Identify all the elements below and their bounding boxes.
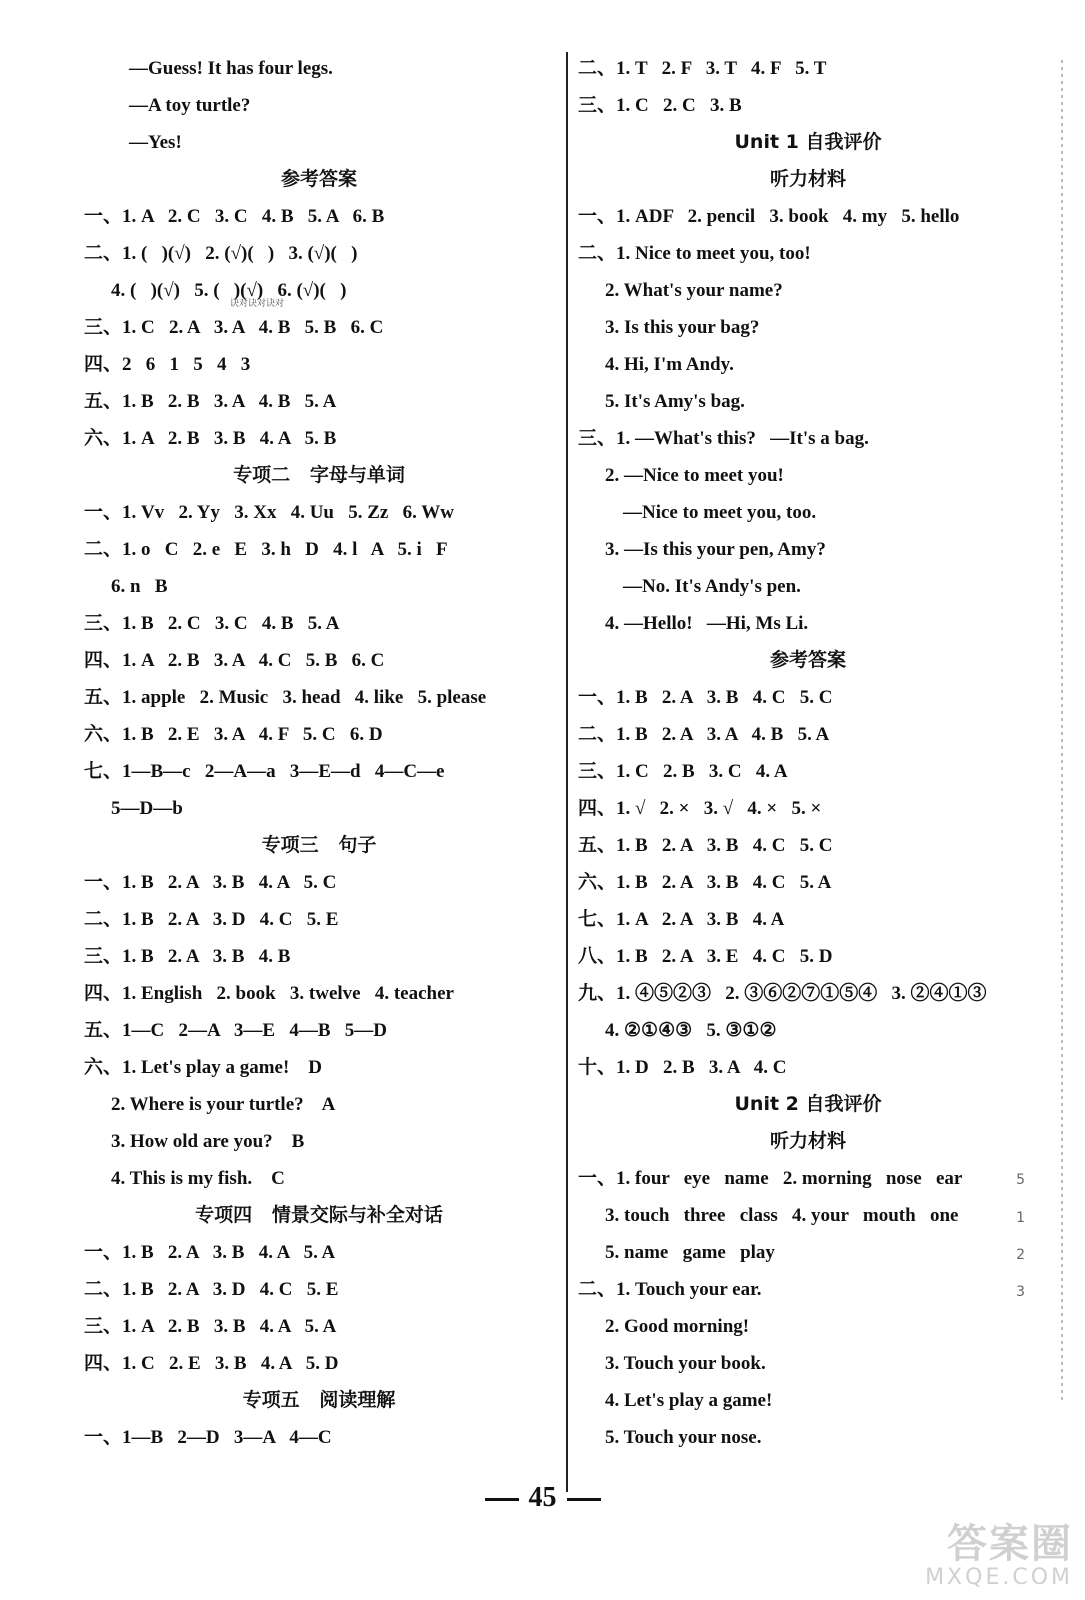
answer-line: 一、1. B 2. A 3. B 4. A 5. A: [84, 1242, 336, 1263]
answer-line: 五、1. B 2. A 3. B 4. C 5. C: [578, 835, 833, 856]
answer-line: 五、1—C 2—A 3—E 4—B 5—D: [84, 1020, 387, 1041]
edge-mark: 2: [1016, 1247, 1025, 1263]
answer-line: 4. ( )(√) 5. ( )(√) 6. (√)( ): [111, 280, 347, 301]
answer-line: —A toy turtle?: [129, 95, 251, 116]
watermark-text: MXQE.COM: [925, 1565, 1073, 1590]
answer-line: 六、1. A 2. B 3. B 4. A 5. B: [84, 428, 337, 449]
answer-line: 3. Is this your bag?: [605, 317, 760, 338]
answer-line: 五、1. apple 2. Music 3. head 4. like 5. please: [84, 687, 487, 708]
answer-line: —Nice to meet you, too.: [623, 502, 817, 523]
answer-line: 4. —Hello! —Hi, Ms Li.: [605, 613, 809, 634]
answer-line: 二、1. T 2. F 3. T 4. F 5. T: [578, 58, 827, 79]
section-heading: Unit 2 自我评价: [734, 1093, 882, 1115]
section-heading: 专项二 字母与单词: [233, 464, 405, 486]
answer-line: 4. Let's play a game!: [605, 1390, 773, 1411]
answer-line: 六、1. B 2. E 3. A 4. F 5. C 6. D: [84, 724, 383, 745]
section-heading: 参考答案: [280, 168, 357, 190]
page-number-text: 45: [528, 1482, 557, 1513]
answer-line: 四、1. C 2. E 3. B 4. A 5. D: [84, 1353, 339, 1374]
stamp-mark: 诀对诀对诀对: [230, 299, 285, 309]
answer-line: —No. It's Andy's pen.: [623, 576, 801, 597]
answer-line: 5. name game play: [605, 1242, 775, 1263]
left-column: [84, 50, 554, 1456]
answer-line: 3. —Is this your pen, Amy?: [605, 539, 826, 560]
answer-line: 六、1. Let's play a game! D: [84, 1057, 323, 1078]
answer-line: 一、1. B 2. A 3. B 4. C 5. C: [578, 687, 833, 708]
answer-line: 三、1. C 2. A 3. A 4. B 5. B 6. C: [84, 317, 384, 338]
answer-line: 一、1—B 2—D 3—A 4—C: [84, 1427, 332, 1448]
answer-line: 2. Where is your turtle? A: [111, 1094, 336, 1115]
answer-line: 七、1. A 2. A 3. B 4. A: [578, 909, 785, 930]
answer-line: 二、1. Touch your ear.: [578, 1279, 762, 1300]
column-divider: [566, 52, 568, 1492]
answer-line: 5—D—b: [111, 798, 183, 819]
answer-line: 3. touch three class 4. your mouth one: [605, 1205, 959, 1226]
answer-line: 四、1. √ 2. × 3. √ 4. × 5. ×: [578, 798, 822, 819]
answer-line: 三、1. A 2. B 3. B 4. A 5. A: [84, 1316, 337, 1337]
right-column: [578, 50, 1038, 1456]
answer-line: —Guess! It has four legs.: [129, 58, 333, 79]
answer-line: 4. Hi, I'm Andy.: [605, 354, 734, 375]
answer-line: 一、1. B 2. A 3. B 4. A 5. C: [84, 872, 337, 893]
answer-line: 十、1. D 2. B 3. A 4. C: [578, 1057, 787, 1078]
answer-line: 6. n B: [111, 576, 168, 597]
answer-line: 二、1. B 2. A 3. A 4. B 5. A: [578, 724, 830, 745]
answer-line: 二、1. B 2. A 3. D 4. C 5. E: [84, 909, 339, 930]
answer-line: 九、1. ④⑤②③ 2. ③⑥②⑦①⑤④ 3. ②④①③: [578, 983, 987, 1004]
answer-line: 3. How old are you? B: [111, 1131, 305, 1152]
answer-line: 三、1. C 2. C 3. B: [578, 95, 742, 116]
answer-line: 二、1. B 2. A 3. D 4. C 5. E: [84, 1279, 339, 1300]
answer-line: 三、1. C 2. B 3. C 4. A: [578, 761, 788, 782]
answer-line: 5. Touch your nose.: [605, 1427, 762, 1448]
watermark-mark: 答案圈: [947, 1521, 1073, 1567]
answer-line: 2. —Nice to meet you!: [605, 465, 784, 486]
answer-line: 5. It's Amy's bag.: [605, 391, 745, 412]
page-edge-rule: [1061, 60, 1063, 1400]
answer-line: 一、1. A 2. C 3. C 4. B 5. A 6. B: [84, 206, 385, 227]
answer-line: 五、1. B 2. B 3. A 4. B 5. A: [84, 391, 337, 412]
answer-line: 4. ②①④③ 5. ③①②: [605, 1020, 777, 1041]
answer-line: 二、1. o C 2. e E 3. h D 4. l A 5. i F: [84, 539, 448, 560]
section-heading: 听力材料: [769, 1130, 846, 1152]
answer-line: 八、1. B 2. A 3. E 4. C 5. D: [578, 946, 833, 967]
answer-line: 二、1. Nice to meet you, too!: [578, 243, 811, 264]
section-heading: 专项五 阅读理解: [242, 1389, 396, 1411]
answer-line: 3. Touch your book.: [605, 1353, 766, 1374]
dash-left: [485, 1498, 519, 1501]
answer-line: 三、1. —What's this? —It's a bag.: [578, 428, 869, 449]
answer-line: 三、1. B 2. A 3. B 4. B: [84, 946, 291, 967]
answer-line: 四、1. English 2. book 3. twelve 4. teacher: [84, 983, 454, 1004]
answer-line: 4. This is my fish. C: [111, 1168, 285, 1189]
answer-line: 二、1. ( )(√) 2. (√)( ) 3. (√)( ): [84, 243, 358, 264]
answer-line: 2. What's your name?: [605, 280, 783, 301]
dash-right: [567, 1498, 601, 1501]
answer-line: 一、1. four eye name 2. morning nose ear: [578, 1168, 963, 1189]
answer-line: 一、1. ADF 2. pencil 3. book 4. my 5. hello: [578, 206, 960, 227]
answer-line: 六、1. B 2. A 3. B 4. C 5. A: [578, 872, 832, 893]
answer-line: 四、2 6 1 5 4 3: [84, 354, 251, 375]
answer-line: —Yes!: [129, 132, 182, 153]
section-heading: 专项三 句子: [261, 834, 377, 856]
edge-mark: 1: [1016, 1210, 1025, 1226]
section-heading: 专项四 情景交际与补全对话: [195, 1204, 443, 1226]
answer-line: 七、1—B—c 2—A—a 3—E—d 4—C—e: [84, 761, 445, 782]
answer-line: 2. Good morning!: [605, 1316, 750, 1337]
answer-line: 四、1. A 2. B 3. A 4. C 5. B 6. C: [84, 650, 385, 671]
watermark-logo: [903, 1522, 1073, 1592]
edge-mark: 5: [1016, 1172, 1025, 1188]
section-heading: 听力材料: [769, 168, 846, 190]
section-heading: Unit 1 自我评价: [734, 131, 882, 153]
answer-line: 三、1. B 2. C 3. C 4. B 5. A: [84, 613, 340, 634]
edge-mark: 3: [1016, 1284, 1025, 1300]
answer-line: 一、1. Vv 2. Yy 3. Xx 4. Uu 5. Zz 6. Ww: [84, 502, 454, 523]
page-number: [0, 1482, 1085, 1514]
section-heading: 参考答案: [769, 649, 846, 671]
